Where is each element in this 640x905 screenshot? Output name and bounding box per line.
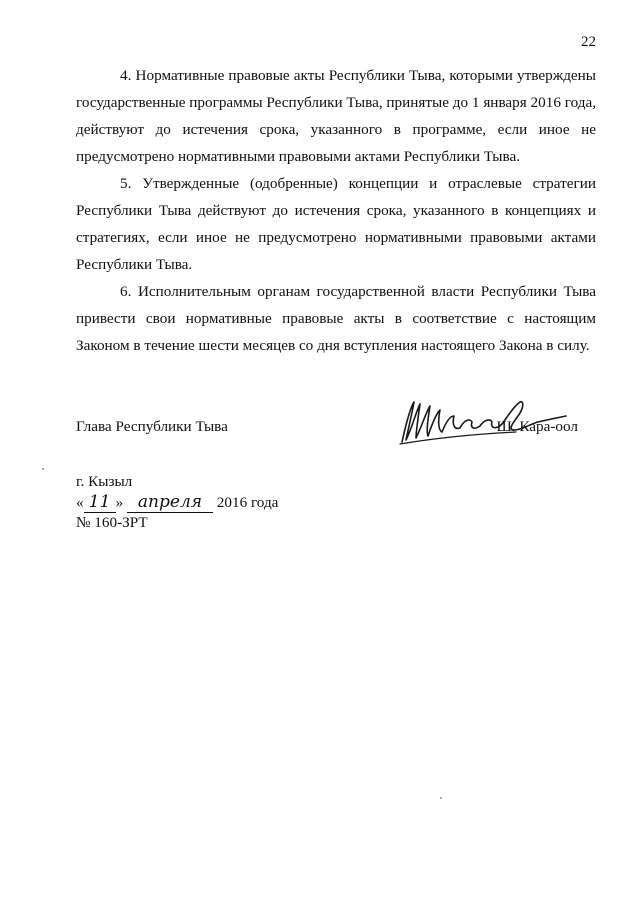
- scan-dot-mark: [42, 468, 44, 470]
- date-line: [76, 492, 278, 513]
- place-date-block: [76, 472, 278, 533]
- signatory-name: Ш. Кара-оол: [496, 418, 578, 435]
- signatory-title: Глава Республики Тыва: [76, 418, 228, 435]
- paragraph-5: 5. Утвержденные (одобренные) концепции и отраслевые стратегии Республики Тыва действуют до истечения срока, указанного в концепциях и стратегиях, если иное не предусмотрено нормативными правовыми актами Республики Тыва.: [76, 175, 596, 273]
- document-body: [76, 62, 596, 359]
- paragraph-6: 6. Исполнительным органам государственной власти Республики Тыва привести свои нормативные правовые акты в соответствие с настоящим Законом в течение шести месяцев со дня вступления настоящего Закона в силу.: [76, 283, 596, 354]
- signature-block: [76, 414, 596, 444]
- paragraph-4: 4. Нормативные правовые акты Республики Тыва, которыми утверждены государственные программы Республики Тыва, принятые до 1 января 2016 года, действуют до истечения срока, указанного в программе, если иное не предусмотрено нормативными правовыми актами Республики Тыва.: [76, 67, 596, 165]
- city-line: г. Кызыл: [76, 473, 133, 490]
- law-number: № 160-ЗРТ: [76, 514, 148, 531]
- date-year: 2016 года: [216, 494, 279, 511]
- date-month: апреля: [127, 492, 213, 513]
- scan-dot-mark: [440, 797, 442, 799]
- quote-open: «: [76, 494, 84, 511]
- date-day: 11: [84, 492, 116, 513]
- quote-close: »: [115, 494, 124, 511]
- page-number: 22: [581, 34, 596, 50]
